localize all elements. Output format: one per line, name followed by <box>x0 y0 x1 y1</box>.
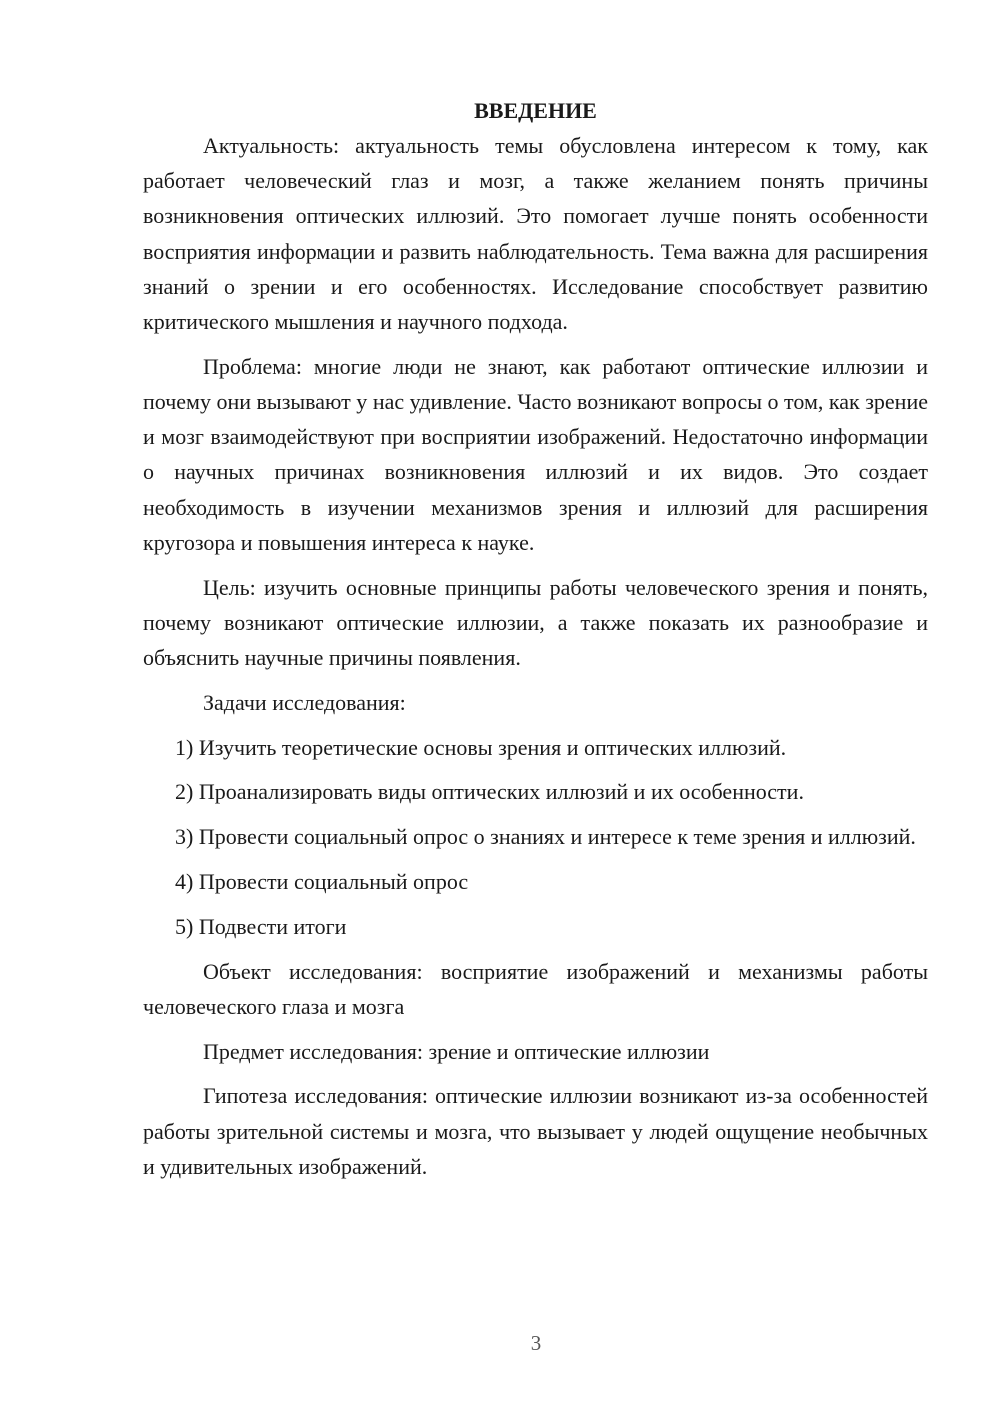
list-item: 5) Подвести итоги <box>175 913 347 939</box>
paragraph-goal: Цель: изучить основные принципы работы человеческого зрения и понять, почему возникают оптические иллюзии, а также показать их разнообразие и объяснить научные причины появления. <box>143 574 928 671</box>
list-item: 2) Проанализировать виды оптических иллюзий и их особенности. <box>175 779 804 805</box>
tasks-list <box>143 730 928 944</box>
tasks-heading: Задачи исследования: <box>203 689 406 715</box>
document-page <box>143 93 928 1194</box>
paragraph-hypothesis: Гипотеза исследования: оптические иллюзии возникают из-за особенностей работы зрительной системы и мозга, что вызывает у людей ощущение необычных и удивительных изображений. <box>143 1083 928 1179</box>
paragraph-object: Объект исследования: восприятие изображений и механизмы работы человеческого глаза и мозга <box>143 958 928 1019</box>
list-item: 1) Изучить теоретические основы зрения и оптических иллюзий. <box>175 734 787 760</box>
page-number: 3 <box>530 1331 542 1355</box>
paragraph-subject: Предмет исследования: зрение и оптические иллюзии <box>203 1038 710 1064</box>
list-item: 4) Провести социальный опрос <box>175 869 469 895</box>
document-title: ВВЕДЕНИЕ <box>474 98 597 123</box>
paragraph-relevance: Актуальность: актуальность темы обусловлена интересом к тому, как работает человеческий глаз и мозг, а также желанием понять причины возникновения оптических иллюзий. Это помогает лучше понять особенности восприятия информации и развить наблюдательность. Тема важна для расширения знаний о зрении и его особенностях. Исследование способствует развитию критического мышления и научного подхода. <box>143 133 928 335</box>
paragraph-problem: Проблема: многие люди не знают, как работают оптические иллюзии и почему они вызывают у нас удивление. Часто возникают вопросы о том, как зрение и мозг взаимодействуют при восприятии изображений. Недостаточно информации о научных причинах возникновения иллюзий и их видов. Это создает необходимость в изучении механизмов зрения и иллюзий для расширения кругозора и повышения интереса к науке. <box>143 353 928 555</box>
list-item: 3) Провести социальный опрос о знаниях и интересе к теме зрения и иллюзий. <box>175 824 916 850</box>
